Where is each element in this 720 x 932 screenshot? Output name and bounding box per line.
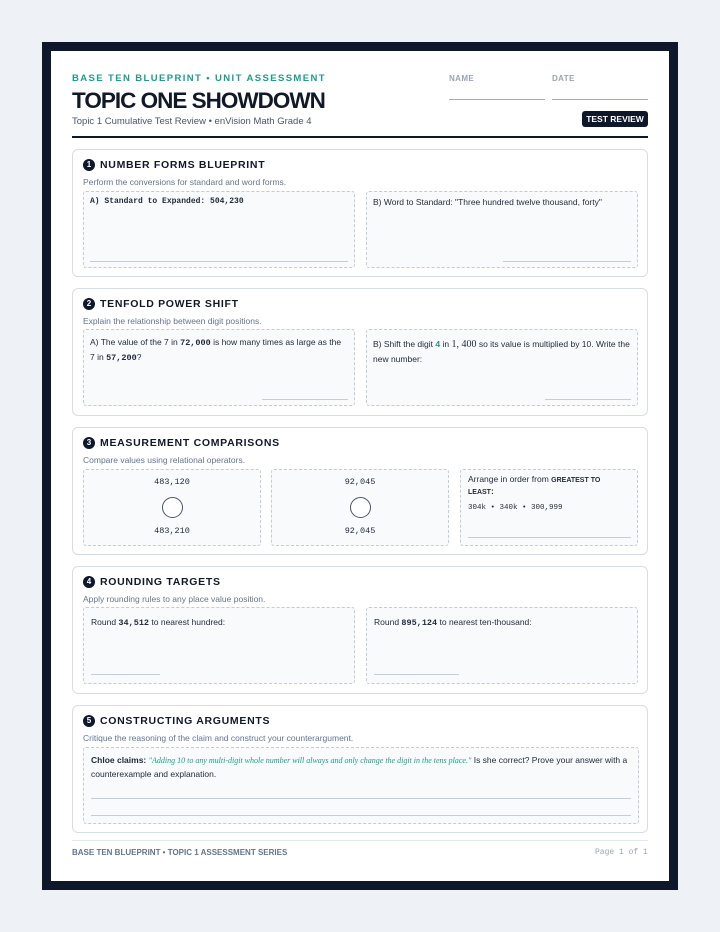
name-field[interactable] [449, 99, 545, 100]
question-b-text: Round 895,124 to nearest ten-thousand: [374, 617, 532, 628]
comparison-top-value: 92,045 [344, 477, 376, 487]
ordering-prompt: Arrange in order from GREATEST TO LEAST: [468, 474, 601, 496]
section-header [83, 715, 270, 727]
section-number-badge: 4 [83, 576, 95, 588]
section-title: TENFOLD POWER SHIFT [100, 298, 239, 310]
section-title: NUMBER FORMS BLUEPRINT [100, 159, 266, 171]
section-description: Explain the relationship between digit positions. [83, 316, 262, 326]
header-kicker: BASE TEN BLUEPRINT • UNIT ASSESSMENT [72, 73, 326, 84]
answer-box-a[interactable] [83, 607, 355, 684]
section-header [83, 437, 280, 449]
section-description: Apply rounding rules to any place value position. [83, 594, 266, 604]
section-description: Critique the reasoning of the claim and construct your counterargument. [83, 733, 354, 743]
comparison-symbol-circle[interactable] [162, 497, 183, 518]
question-a-text: Round 34,512 to nearest hundred: [91, 617, 226, 628]
comparison-symbol-circle[interactable] [350, 497, 371, 518]
header-divider [72, 136, 648, 138]
answer-line [91, 798, 631, 799]
comparison-bottom-value: 483,210 [154, 526, 190, 536]
comparison-bottom-value: 92,045 [344, 526, 376, 536]
question-a-text: A) Standard to Expanded: 504,230 [90, 197, 244, 206]
ordering-box[interactable] [460, 469, 638, 546]
answer-box-a[interactable] [83, 329, 355, 406]
section-rounding-targets [72, 566, 648, 694]
question-b-text: B) Word to Standard: "Three hundred twelve thousand, forty" [373, 197, 602, 207]
section-header [83, 576, 221, 588]
section-number-badge: 5 [83, 715, 95, 727]
argument-answer-box[interactable] [83, 747, 639, 824]
worksheet [51, 51, 669, 881]
section-description: Perform the conversions for standard and word forms. [83, 177, 287, 187]
section-measurement-comparisons [72, 427, 648, 555]
section-number-badge: 3 [83, 437, 95, 449]
answer-line [90, 261, 348, 262]
name-label: NAME [449, 74, 475, 83]
section-header [83, 159, 265, 171]
page-title: TOPIC ONE SHOWDOWN [72, 88, 325, 113]
section-number-badge: 2 [83, 298, 95, 310]
section-tenfold-power [72, 288, 648, 416]
comparison-box-1 [83, 469, 261, 546]
section-title: ROUNDING TARGETS [100, 576, 221, 588]
answer-box-b[interactable] [366, 191, 638, 268]
comparison-box-2 [271, 469, 449, 546]
section-title: MEASUREMENT COMPARISONS [100, 437, 280, 449]
question-b-text: B) Shift the digit 4 in 1, 400 so its value is multiplied by 10. Write the new number: [373, 339, 630, 364]
section-number-badge: 1 [83, 159, 95, 171]
answer-box-b[interactable] [366, 329, 638, 406]
answer-line [91, 815, 631, 816]
footer-series: BASE TEN BLUEPRINT • TOPIC 1 ASSESSMENT SERIES [72, 848, 288, 857]
section-constructing-arguments [72, 705, 648, 833]
page-subtitle: Topic 1 Cumulative Test Review • enVision Math Grade 4 [72, 116, 312, 127]
answer-box-b[interactable] [366, 607, 638, 684]
footer-page-number: Page 1 of 1 [595, 848, 648, 857]
answer-line [374, 674, 459, 675]
section-description: Compare values using relational operators. [83, 455, 246, 465]
answer-box-a[interactable] [83, 191, 355, 268]
ordering-values: 304k • 340k • 300,999 [468, 504, 563, 512]
answer-line [262, 399, 348, 400]
date-field[interactable] [552, 99, 648, 100]
answer-line [91, 674, 160, 675]
answer-line [468, 537, 631, 538]
section-header [83, 298, 239, 310]
section-number-forms [72, 149, 648, 277]
answer-line [503, 261, 631, 262]
test-review-badge: TEST REVIEW [582, 111, 648, 127]
date-label: DATE [552, 74, 575, 83]
answer-line [545, 399, 631, 400]
section-title: CONSTRUCTING ARGUMENTS [100, 715, 271, 727]
footer-divider [72, 840, 648, 841]
argument-prompt: Chloe claims: "Adding 10 to any multi-digit whole number will always and only change the digit in the tens place." Is she correct? Prove your answer with a counterexample and explanation. [91, 755, 628, 779]
comparison-top-value: 483,120 [154, 477, 190, 487]
question-a-text: A) The value of the 7 in 72,000 is how many times as large as the 7 in 57,200? [90, 337, 342, 363]
